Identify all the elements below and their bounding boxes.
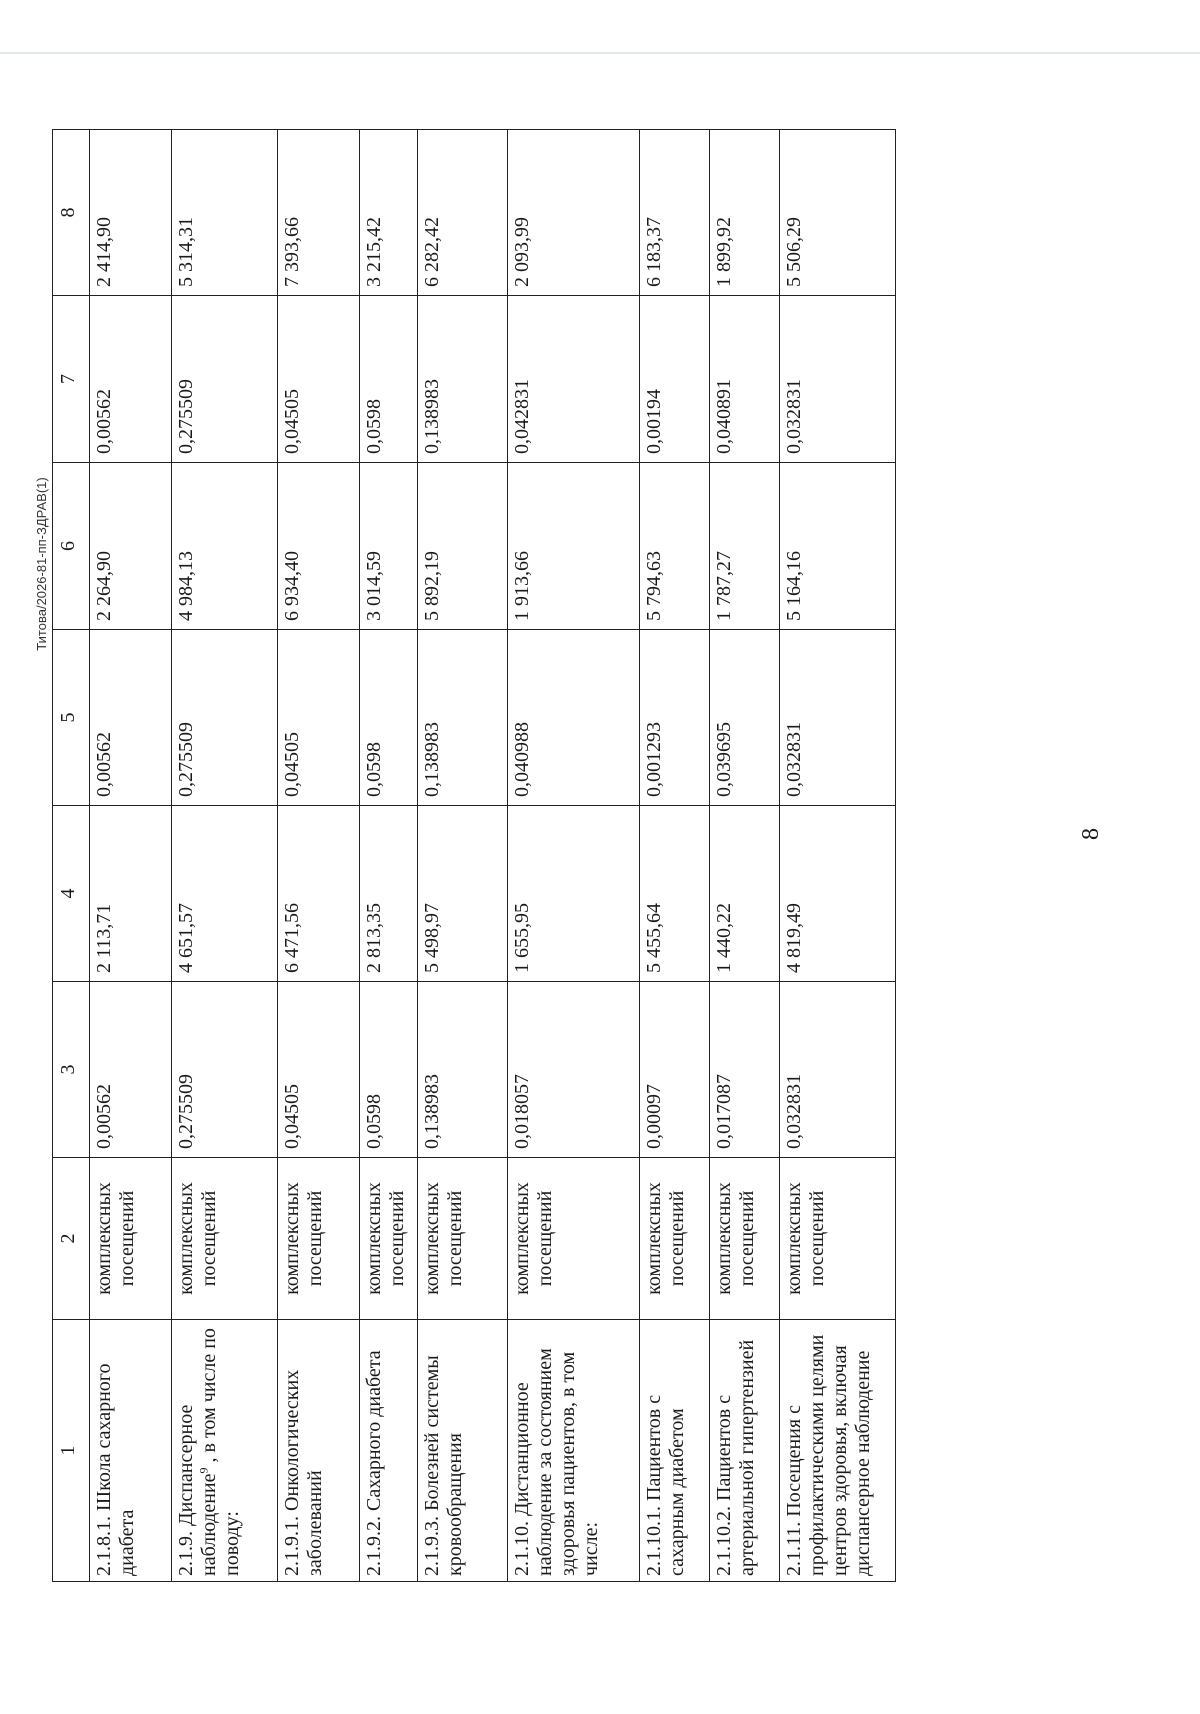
row-name: 2.1.9.3. Болезней системы кровообращения bbox=[418, 1320, 508, 1582]
cell-col8: 7 393,66 bbox=[278, 130, 360, 296]
cell-col8: 3 215,42 bbox=[360, 130, 418, 296]
row-unit: комплексных посещений bbox=[360, 1158, 418, 1320]
row-name: 2.1.9.2. Сахарного диабета bbox=[360, 1320, 418, 1582]
table-row bbox=[418, 130, 508, 1582]
header-cell: 8 bbox=[53, 130, 90, 296]
cell-col3: 0,018057 bbox=[508, 982, 640, 1158]
header-cell: 2 bbox=[53, 1158, 90, 1320]
cell-col3: 0,04505 bbox=[278, 982, 360, 1158]
row-unit: комплексных посещений bbox=[710, 1158, 780, 1320]
row-unit: комплексных посещений bbox=[780, 1158, 896, 1320]
row-name: 2.1.9.1. Онкологических заболеваний bbox=[278, 1320, 360, 1582]
cell-col5: 0,138983 bbox=[418, 630, 508, 806]
row-name: 2.1.10. Дистанционное наблюдение за состоянием здоровья пациентов, в том числе: bbox=[508, 1320, 640, 1582]
footnote-ref: 9 bbox=[196, 1467, 211, 1474]
cell-col8: 1 899,92 bbox=[710, 130, 780, 296]
cell-col7: 0,275509 bbox=[172, 296, 278, 463]
cell-col8: 5 314,31 bbox=[172, 130, 278, 296]
cell-col8: 5 506,29 bbox=[780, 130, 896, 296]
cell-col6: 4 984,13 bbox=[172, 463, 278, 630]
cell-col6: 1 913,66 bbox=[508, 463, 640, 630]
header-cell: 4 bbox=[53, 806, 90, 982]
row-unit: комплексных посещений bbox=[640, 1158, 710, 1320]
cell-col3: 0,032831 bbox=[780, 982, 896, 1158]
table-row bbox=[508, 130, 640, 1582]
cell-col3: 0,017087 bbox=[710, 982, 780, 1158]
row-name-tail: , в том числе по поводу: bbox=[198, 1328, 243, 1576]
cell-col4: 1 440,22 bbox=[710, 806, 780, 982]
cell-col7: 0,04505 bbox=[278, 296, 360, 463]
tariff-table bbox=[52, 129, 896, 1582]
table-row bbox=[278, 130, 360, 1582]
cell-col4: 6 471,56 bbox=[278, 806, 360, 982]
document-code: Титова/2026-81-пп-ЗДРАВ(1) bbox=[34, 477, 49, 651]
cell-col5: 0,04505 bbox=[278, 630, 360, 806]
cell-col4: 2 813,35 bbox=[360, 806, 418, 982]
cell-col8: 6 282,42 bbox=[418, 130, 508, 296]
cell-col4: 4 651,57 bbox=[172, 806, 278, 982]
row-unit: комплексных посещений bbox=[172, 1158, 278, 1320]
table-row bbox=[172, 130, 278, 1582]
cell-col6: 5 794,63 bbox=[640, 463, 710, 630]
row-unit: комплексных посещений bbox=[508, 1158, 640, 1320]
cell-col5: 0,275509 bbox=[172, 630, 278, 806]
cell-col4: 4 819,49 bbox=[780, 806, 896, 982]
row-unit: комплексных посещений bbox=[278, 1158, 360, 1320]
header-cell: 1 bbox=[53, 1320, 90, 1582]
cell-col5: 0,001293 bbox=[640, 630, 710, 806]
cell-col6: 5 164,16 bbox=[780, 463, 896, 630]
cell-col7: 0,138983 bbox=[418, 296, 508, 463]
table-row bbox=[640, 130, 710, 1582]
cell-col8: 2 093,99 bbox=[508, 130, 640, 296]
cell-col6: 3 014,59 bbox=[360, 463, 418, 630]
cell-col7: 0,032831 bbox=[780, 296, 896, 463]
cell-col7: 0,042831 bbox=[508, 296, 640, 463]
header-row bbox=[53, 130, 90, 1582]
header-cell: 5 bbox=[53, 630, 90, 806]
page-number: 8 bbox=[1078, 828, 1104, 840]
cell-col4: 2 113,71 bbox=[90, 806, 172, 982]
cell-col3: 0,00097 bbox=[640, 982, 710, 1158]
cell-col3: 0,138983 bbox=[418, 982, 508, 1158]
cell-col4: 1 655,95 bbox=[508, 806, 640, 982]
row-unit: комплексных посещений bbox=[418, 1158, 508, 1320]
cell-col3: 0,00562 bbox=[90, 982, 172, 1158]
table-row bbox=[90, 130, 172, 1582]
table-row bbox=[780, 130, 896, 1582]
row-name-text: 2.1.9. Диспансерное наблюдение bbox=[175, 1404, 220, 1576]
cell-col4: 5 455,64 bbox=[640, 806, 710, 982]
header-cell: 3 bbox=[53, 982, 90, 1158]
cell-col3: 0,275509 bbox=[172, 982, 278, 1158]
cell-col5: 0,00562 bbox=[90, 630, 172, 806]
table-row bbox=[710, 130, 780, 1582]
cell-col8: 2 414,90 bbox=[90, 130, 172, 296]
cell-col7: 0,00562 bbox=[90, 296, 172, 463]
cell-col5: 0,032831 bbox=[780, 630, 896, 806]
cell-col7: 0,00194 bbox=[640, 296, 710, 463]
cell-col6: 6 934,40 bbox=[278, 463, 360, 630]
cell-col5: 0,0598 bbox=[360, 630, 418, 806]
row-name: 2.1.11. Посещения с профилактическими целями центров здоровья, включая диспансерное наблюдение bbox=[780, 1320, 896, 1582]
header-cell: 6 bbox=[53, 463, 90, 630]
row-name: 2.1.8.1. Школа сахарного диабета bbox=[90, 1320, 172, 1582]
row-name bbox=[172, 1320, 278, 1582]
cell-col4: 5 498,97 bbox=[418, 806, 508, 982]
table-row bbox=[360, 130, 418, 1582]
cell-col5: 0,039695 bbox=[710, 630, 780, 806]
cell-col6: 1 787,27 bbox=[710, 463, 780, 630]
cell-col8: 6 183,37 bbox=[640, 130, 710, 296]
scan-edge bbox=[0, 52, 1200, 54]
cell-col7: 0,040891 bbox=[710, 296, 780, 463]
row-name: 2.1.10.2. Пациентов с артериальной гипертензией bbox=[710, 1320, 780, 1582]
cell-col6: 2 264,90 bbox=[90, 463, 172, 630]
row-name: 2.1.10.1. Пациентов с сахарным диабетом bbox=[640, 1320, 710, 1582]
row-unit: комплексных посещений bbox=[90, 1158, 172, 1320]
cell-col5: 0,040988 bbox=[508, 630, 640, 806]
header-cell: 7 bbox=[53, 296, 90, 463]
cell-col6: 5 892,19 bbox=[418, 463, 508, 630]
cell-col7: 0,0598 bbox=[360, 296, 418, 463]
cell-col3: 0,0598 bbox=[360, 982, 418, 1158]
